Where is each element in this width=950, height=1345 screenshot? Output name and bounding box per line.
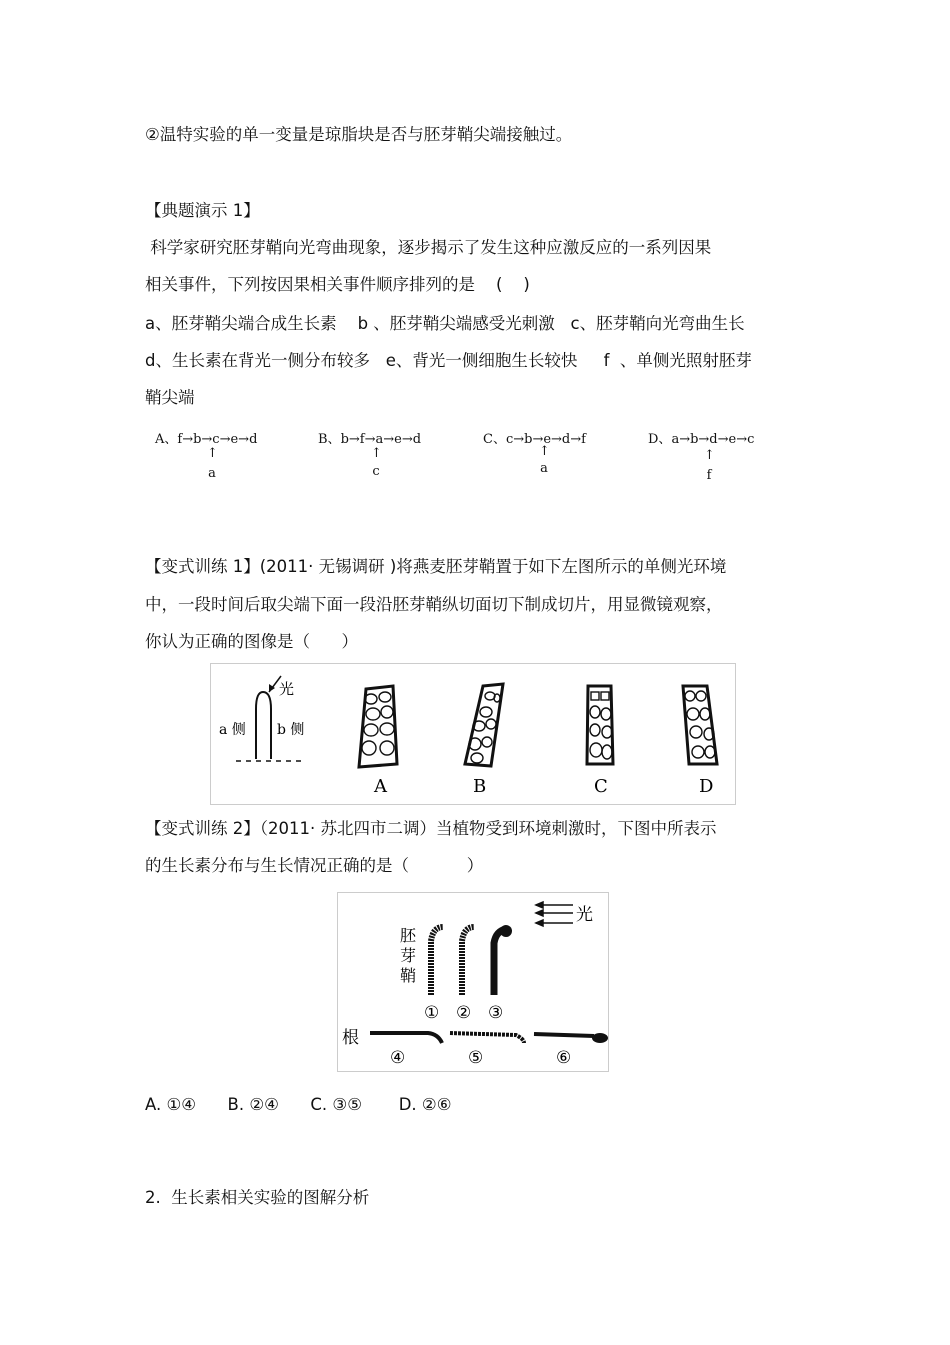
root-5 — [450, 1033, 524, 1043]
figure-coleoptile-root — [337, 892, 609, 1072]
question-text-1: 科学家研究胚芽鞘向光弯曲现象，逐步揭示了发生这种应激反应的一系列因果 — [145, 238, 712, 257]
answer-options: A. ①④ B. ②④ C. ③⑤ D. ②⑥ — [145, 1095, 452, 1114]
text-line-wintel: ②温特实验的单一变量是琼脂块是否与胚芽鞘尖端接触过。 — [145, 125, 573, 144]
number-2: ② — [456, 1003, 472, 1023]
a-side-label: a 侧 — [219, 722, 246, 738]
choice-a-label: A — [374, 776, 387, 797]
option-chain: f→b→c→e→d — [177, 432, 258, 447]
option-label: A、 — [155, 432, 178, 447]
number-3: ③ — [488, 1003, 504, 1023]
question-option-line-2: d、生长素在背光一侧分布较多 e、背光一侧细胞生长较快 f 、单侧光照射胚芽 — [145, 351, 752, 370]
sequence-option-c — [483, 428, 586, 476]
figure-1-svg — [211, 664, 737, 806]
light-label: 光 — [279, 680, 295, 698]
coleoptile-1 — [431, 927, 443, 995]
coleoptile-2 — [462, 927, 474, 995]
option-below: f — [706, 468, 712, 483]
number-5: ⑤ — [468, 1048, 484, 1068]
up-arrow-icon: ↑ — [704, 448, 715, 463]
question-option-line-1: a、胚芽鞘尖端合成生长素 b 、胚芽鞘尖端感受光刺激 c、胚芽鞘向光弯曲生长 — [145, 314, 745, 333]
sequence-option-a — [155, 428, 258, 481]
question-text-2: 相关事件，下列按因果相关事件顺序排列的是 ( ) — [145, 275, 530, 294]
choice-d-label: D — [699, 776, 714, 797]
sequence-option-d — [648, 428, 755, 483]
option-below: c — [372, 464, 380, 479]
root-label: 根 — [342, 1028, 359, 1048]
coleoptile-label-2: 芽 — [400, 946, 417, 965]
section-c — [587, 686, 613, 764]
figure-coleoptile-sections — [210, 663, 736, 805]
coleoptile-outline — [256, 692, 271, 759]
coleoptile-3 — [494, 929, 506, 995]
sequence-options — [155, 428, 795, 488]
up-arrow-icon: ↑ — [539, 444, 550, 459]
question-text-5: 的生长素分布与生长情况正确的是（ ） — [145, 856, 484, 875]
light-label-2: 光 — [576, 905, 593, 925]
section-heading-example-1: 【典题演示 1】 — [145, 201, 260, 220]
number-1: ① — [424, 1003, 440, 1023]
option-below: a — [540, 461, 548, 476]
choice-b-label: B — [473, 776, 487, 797]
option-label: B、 — [318, 432, 341, 447]
number-6: ⑥ — [556, 1048, 572, 1068]
section-a — [359, 686, 397, 767]
option-chain: a→b→d→e→c — [671, 432, 755, 447]
up-arrow-icon: ↑ — [371, 446, 382, 461]
section-heading-2: 2. 生长素相关实验的图解分析 — [145, 1188, 370, 1207]
up-arrow-icon: ↑ — [207, 446, 218, 461]
root-6-tip — [592, 1033, 608, 1043]
coleoptile-3-tip — [500, 925, 512, 937]
section-heading-variation-2: 【变式训练 2】（2011· 苏北四市二调）当植物受到环境刺激时，下图中所表示 — [145, 819, 717, 838]
option-below: a — [208, 466, 216, 481]
coleoptile-label-3: 鞘 — [400, 966, 417, 985]
question-option-line-3: 鞘尖端 — [145, 388, 195, 407]
figure-2-svg — [338, 893, 610, 1073]
option-label: C、 — [483, 432, 506, 447]
option-chain: c→b→e→d→f — [505, 432, 586, 447]
coleoptile-label-1: 胚 — [400, 926, 417, 945]
sequence-option-b — [318, 428, 422, 479]
section-heading-variation-1: 【变式训练 1】(2011· 无锡调研 )将燕麦胚芽鞘置于如下左图所示的单侧光环境 — [145, 557, 727, 576]
section-d — [683, 686, 717, 764]
number-4: ④ — [390, 1048, 406, 1068]
b-side-label: b 侧 — [277, 722, 305, 738]
question-text-4: 你认为正确的图像是（ ） — [145, 632, 358, 651]
section-b — [465, 684, 503, 766]
choice-c-label: C — [594, 776, 608, 797]
root-4 — [370, 1033, 442, 1043]
option-label: D、 — [648, 432, 672, 447]
option-chain: b→f→a→e→d — [340, 432, 422, 447]
question-text-3: 中，一段时间后取尖端下面一段沿胚芽鞘纵切面切下制成切片，用显微镜观察， — [145, 595, 723, 614]
root-6 — [534, 1034, 594, 1036]
light-arrows — [536, 902, 573, 926]
